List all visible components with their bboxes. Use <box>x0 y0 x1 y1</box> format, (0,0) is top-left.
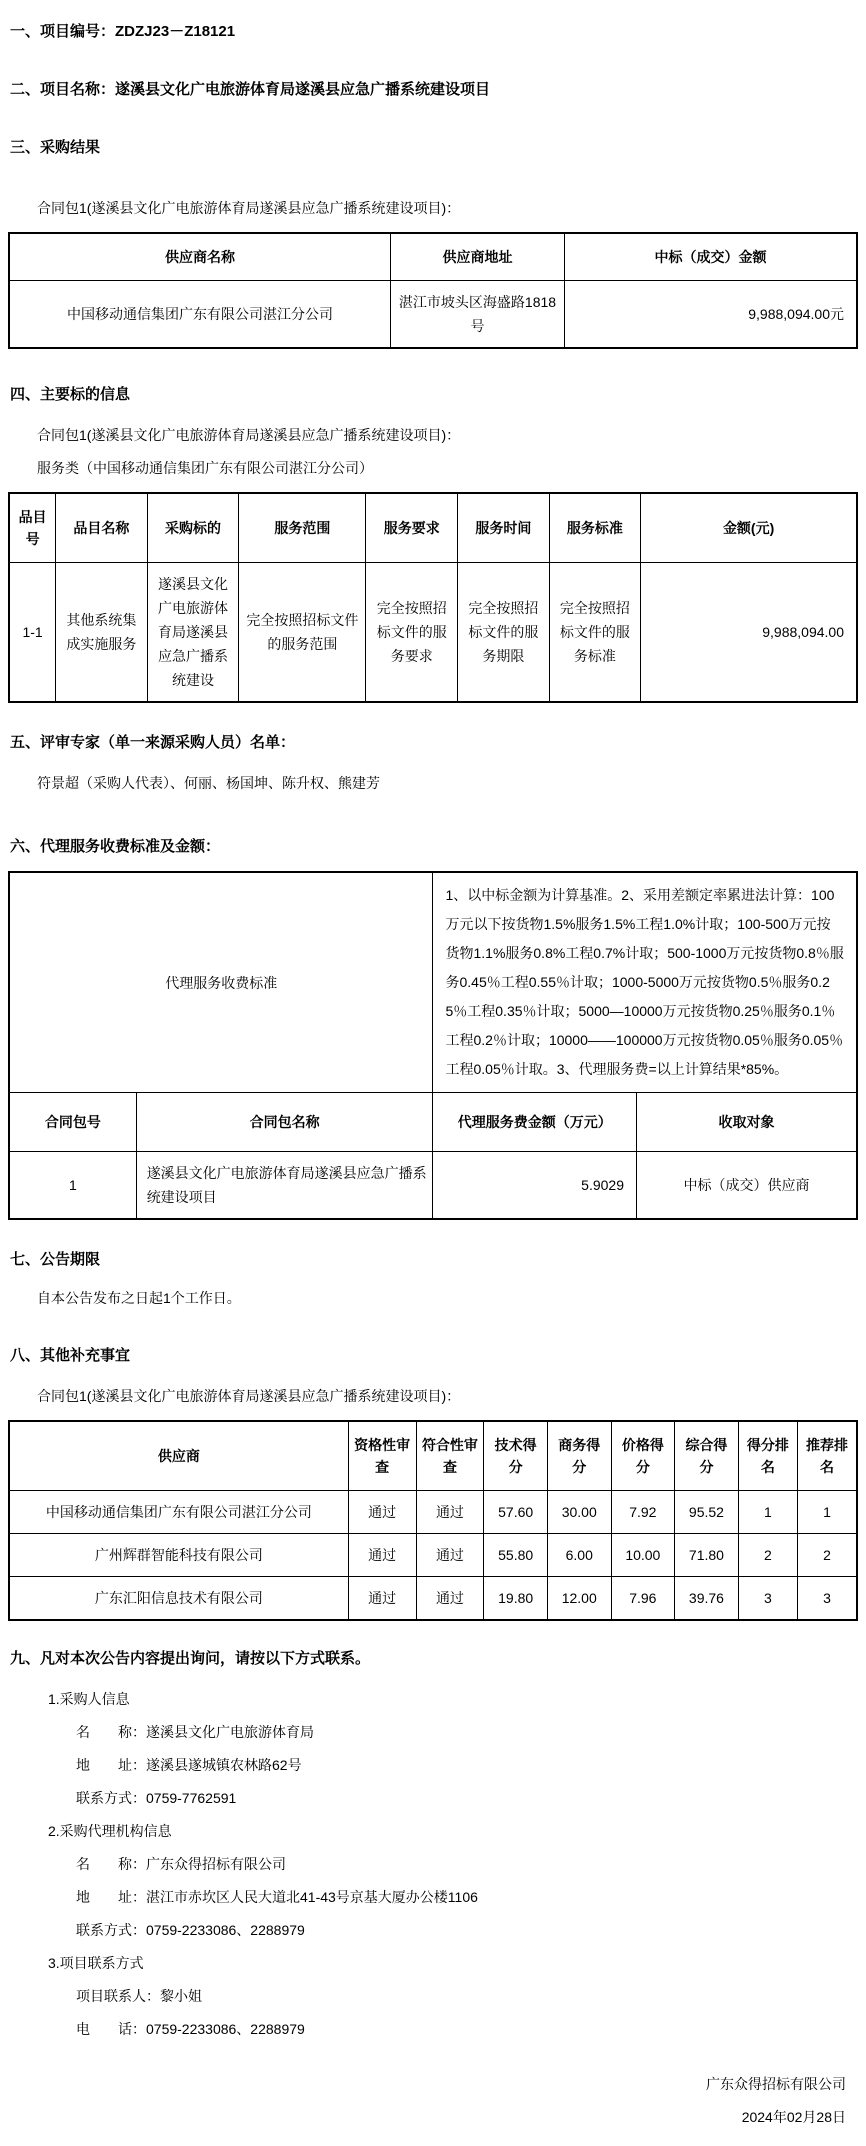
conformity-cell: 通过 <box>416 1577 484 1621</box>
supplier-cell: 中国移动通信集团广东有限公司湛江分公司 <box>9 1491 348 1534</box>
bid-target-table <box>8 492 858 703</box>
tech-score-cell: 57.60 <box>484 1491 548 1534</box>
qualification-cell: 通过 <box>348 1577 416 1621</box>
fee-amount-header: 代理服务费金额（万元） <box>433 1093 637 1152</box>
payer-header: 收取对象 <box>637 1093 858 1152</box>
total-score-cell: 39.76 <box>675 1577 739 1621</box>
qualification-review-header: 资格性审查 <box>348 1421 416 1491</box>
conformity-review-header: 符合性审查 <box>416 1421 484 1491</box>
conformity-cell: 通过 <box>416 1534 484 1577</box>
business-score-header: 商务得分 <box>547 1421 611 1491</box>
award-amount-cell: 9,988,094.00元 <box>564 281 857 349</box>
total-score-cell: 95.52 <box>675 1491 739 1534</box>
section3-package-line: 合同包1(遂溪县文化广电旅游体育局遂溪县应急广播系统建设项目)： <box>37 200 461 216</box>
supplier-header: 供应商 <box>9 1421 348 1491</box>
section7-heading: 七、公告期限 <box>10 1251 101 1268</box>
section7-body: 自本公告发布之日起1个工作日。 <box>37 1290 241 1306</box>
supplier-name-cell: 中国移动通信集团广东有限公司湛江分公司 <box>9 281 391 349</box>
score-rank-cell: 3 <box>738 1577 797 1621</box>
service-scope-header: 服务范围 <box>239 493 366 563</box>
service-require-header: 服务要求 <box>366 493 458 563</box>
section4-package-line: 合同包1(遂溪县文化广电旅游体育局遂溪县应急广播系统建设项目)： <box>37 427 461 443</box>
score-rank-cell: 2 <box>738 1534 797 1577</box>
package-no-header: 合同包号 <box>9 1093 136 1152</box>
section6-heading: 六、代理服务收费标准及金额： <box>10 838 221 855</box>
target-header: 采购标的 <box>147 493 239 563</box>
tech-score-header: 技术得分 <box>484 1421 548 1491</box>
project-name-value: 遂溪县文化广电旅游体育局遂溪县应急广播系统建设项目 <box>115 81 491 98</box>
price-score-header: 价格得分 <box>611 1421 675 1491</box>
recommend-rank-cell: 3 <box>798 1577 857 1621</box>
project-number-value: ZDZJ23－Z18121 <box>115 23 236 40</box>
service-require-cell: 完全按照招标文件的服务要求 <box>366 563 458 703</box>
section4-category-line: 服务类（中国移动通信集团广东有限公司湛江分公司） <box>37 460 373 476</box>
agency-contact: 联系方式：0759-2233086、2288979 <box>76 1922 305 1938</box>
price-score-cell: 7.92 <box>611 1491 675 1534</box>
section2-heading <box>10 78 856 102</box>
item-no-cell: 1-1 <box>9 563 56 703</box>
package-no-cell: 1 <box>9 1152 136 1220</box>
section8-heading: 八、其他补充事宜 <box>10 1347 131 1364</box>
qualification-cell: 通过 <box>348 1534 416 1577</box>
section1-heading <box>10 20 856 44</box>
conformity-cell: 通过 <box>416 1491 484 1534</box>
price-score-cell: 7.96 <box>611 1577 675 1621</box>
score-rank-header: 得分排名 <box>738 1421 797 1491</box>
price-score-cell: 10.00 <box>611 1534 675 1577</box>
expert-names: 符景超（采购人代表）、何丽、杨国坤、陈升权、熊建芳 <box>37 775 380 791</box>
recommend-rank-cell: 1 <box>798 1491 857 1534</box>
total-score-header: 综合得分 <box>675 1421 739 1491</box>
qualification-cell: 通过 <box>348 1491 416 1534</box>
package-name-cell: 遂溪县文化广电旅游体育局遂溪县应急广播系统建设项目 <box>136 1152 433 1220</box>
project-contact-person: 项目联系人：黎小姐 <box>76 1988 202 2004</box>
item-name-cell: 其他系统集成实施服务 <box>56 563 148 703</box>
table-row <box>9 1152 857 1220</box>
table-row <box>9 281 857 349</box>
contact-block <box>8 1683 858 2046</box>
amount-header: 金额(元) <box>641 493 857 563</box>
package-name-header: 合同包名称 <box>136 1093 433 1152</box>
supplier-address-cell: 湛江市坡头区海盛路1818号 <box>391 281 565 349</box>
supplier-cell: 广东汇阳信息技术有限公司 <box>9 1577 348 1621</box>
section5-heading: 五、评审专家（单一来源采购人员）名单： <box>10 734 296 751</box>
project-number-label: 一、项目编号： <box>10 23 116 40</box>
fee-standard-text-cell: 1、以中标金额为计算基准。2、采用差额定率累进法计算：100万元以下按货物1.5%服务1.5%工程1.0%计取；100-500万元按货物1.1%服务0.8%工程0.7%计取；500-1000万元按货物0.8％服务0.45％工程0.55％计取；1000-5000万元按货物0.5％服务0.25％工程0.35％计取；5000—10000万元按货物0.25％服务0.1％工程0.2％计取；10000——100000万元按货物0.05％服务0.05％工程0.05％计取。3、代理服务费=以上计算结果*85%。 <box>433 872 857 1093</box>
agency-fee-table <box>8 871 858 1220</box>
business-score-cell: 12.00 <box>547 1577 611 1621</box>
footer-company: 广东众得招标有限公司 <box>706 2076 846 2092</box>
payer-cell: 中标（成交）供应商 <box>637 1152 858 1220</box>
project-contact-title: 3.项目联系方式 <box>48 1955 144 1971</box>
purchaser-name: 名 称：遂溪县文化广电旅游体育局 <box>76 1724 314 1740</box>
table-row <box>9 1577 857 1621</box>
section8-package-line: 合同包1(遂溪县文化广电旅游体育局遂溪县应急广播系统建设项目)： <box>37 1388 461 1404</box>
supplier-address-header: 供应商地址 <box>391 233 565 281</box>
service-standard-cell: 完全按照招标文件的服务标准 <box>549 563 641 703</box>
table-header-row <box>9 1421 857 1491</box>
supplier-cell: 广州辉群智能科技有限公司 <box>9 1534 348 1577</box>
fee-standard-label-cell: 代理服务收费标准 <box>9 872 433 1093</box>
agency-name: 名 称：广东众得招标有限公司 <box>76 1856 286 1872</box>
supplier-name-header: 供应商名称 <box>9 233 391 281</box>
footer <box>8 2068 858 2134</box>
total-score-cell: 71.80 <box>675 1534 739 1577</box>
tech-score-cell: 55.80 <box>484 1534 548 1577</box>
agency-info-title: 2.采购代理机构信息 <box>48 1823 172 1839</box>
section4-heading: 四、主要标的信息 <box>10 386 131 403</box>
fee-standard-row <box>9 872 857 1093</box>
target-cell: 遂溪县文化广电旅游体育局遂溪县应急广播系统建设 <box>147 563 239 703</box>
table-header-row <box>9 233 857 281</box>
table-header-row <box>9 493 857 563</box>
agency-address: 地 址：湛江市赤坎区人民大道北41-43号京基大厦办公楼1106 <box>76 1889 478 1905</box>
service-scope-cell: 完全按照招标文件的服务范围 <box>239 563 366 703</box>
tech-score-cell: 19.80 <box>484 1577 548 1621</box>
table-row <box>9 563 857 703</box>
table-header-row <box>9 1093 857 1152</box>
purchaser-contact: 联系方式：0759-7762591 <box>76 1790 237 1806</box>
recommend-rank-cell: 2 <box>798 1534 857 1577</box>
item-name-header: 品目名称 <box>56 493 148 563</box>
amount-cell: 9,988,094.00 <box>641 563 857 703</box>
table-row <box>9 1491 857 1534</box>
project-name-label: 二、项目名称： <box>10 81 116 98</box>
score-table <box>8 1420 858 1621</box>
service-time-header: 服务时间 <box>458 493 550 563</box>
section3-heading: 三、采购结果 <box>10 139 101 156</box>
procurement-result-table <box>8 232 858 349</box>
purchaser-address: 地 址：遂溪县遂城镇农林路62号 <box>76 1757 302 1773</box>
section9-heading: 九、凡对本次公告内容提出询问，请按以下方式联系。 <box>10 1650 371 1667</box>
fee-amount-cell: 5.9029 <box>433 1152 637 1220</box>
project-contact-phone: 电 话：0759-2233086、2288979 <box>76 2021 305 2037</box>
business-score-cell: 6.00 <box>547 1534 611 1577</box>
table-row <box>9 1534 857 1577</box>
service-time-cell: 完全按照招标文件的服务期限 <box>458 563 550 703</box>
footer-date: 2024年02月28日 <box>741 2109 846 2125</box>
award-amount-header: 中标（成交）金额 <box>564 233 857 281</box>
recommend-rank-header: 推荐排名 <box>798 1421 857 1491</box>
business-score-cell: 30.00 <box>547 1491 611 1534</box>
item-no-header: 品目号 <box>9 493 56 563</box>
score-rank-cell: 1 <box>738 1491 797 1534</box>
service-standard-header: 服务标准 <box>549 493 641 563</box>
purchaser-info-title: 1.采购人信息 <box>48 1691 130 1707</box>
